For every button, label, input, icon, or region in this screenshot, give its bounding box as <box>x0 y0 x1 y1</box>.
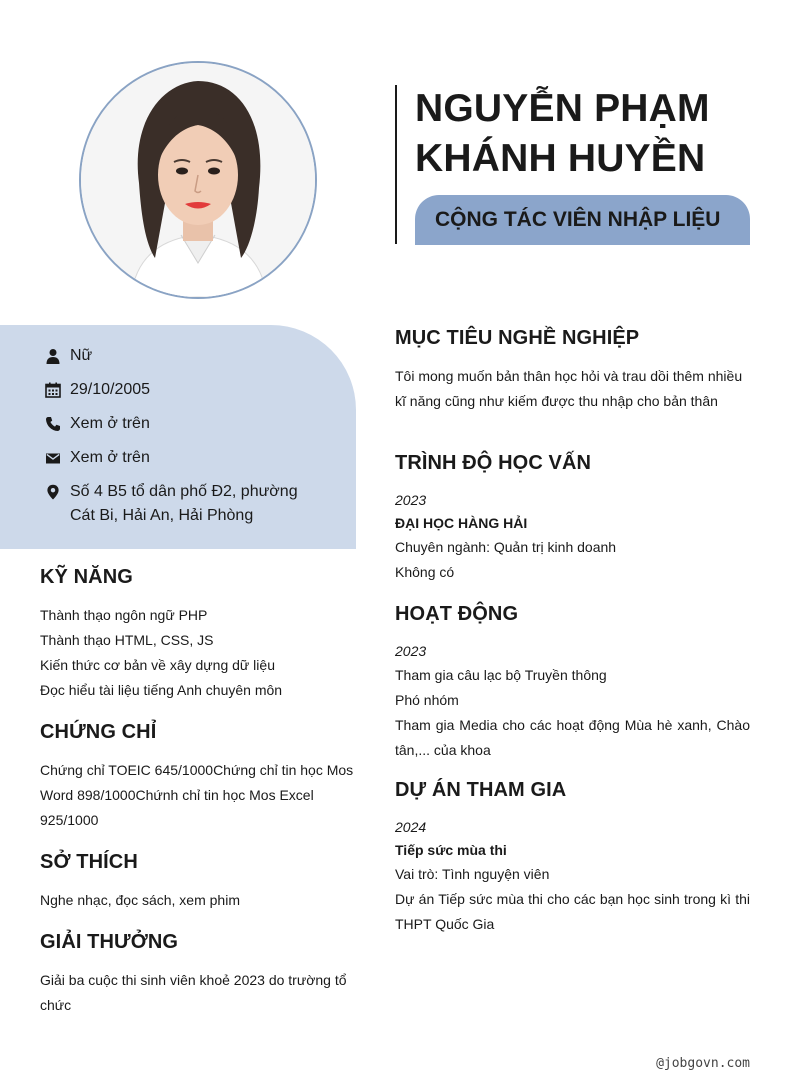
calendar-icon <box>44 378 61 402</box>
activities-line3: Tham gia Media cho các hoạt động Mùa hè xanh, Chào tân,... của khoa <box>395 717 750 758</box>
contact-phone <box>44 412 320 436</box>
skills-title: KỸ NĂNG <box>40 566 133 588</box>
portrait-image <box>81 63 315 297</box>
projects-desc: Dự án Tiếp sức mùa thi cho các bạn học sinh trong kì thi THPT Quốc Gia <box>395 891 750 932</box>
email-text: Xem ở trên <box>70 449 150 466</box>
activities-year: 2023 <box>395 643 427 659</box>
footer-brand: @jobgovn.com <box>656 1056 750 1071</box>
contact-email <box>44 446 320 470</box>
skill-item: Kiến thức cơ bản về xây dựng dữ liệu <box>40 657 275 673</box>
education-note: Không có <box>395 564 455 580</box>
birthday-text: 29/10/2005 <box>70 381 151 398</box>
objective-line: Tôi mong muốn bản thân học hỏi và trau dồi thêm nhiều <box>395 368 743 384</box>
skill-item: Đọc hiểu tài liệu tiếng Anh chuyên môn <box>40 682 283 698</box>
job-title-badge <box>415 195 750 245</box>
person-icon <box>44 344 61 368</box>
location-icon <box>44 480 61 504</box>
header-divider <box>395 85 397 244</box>
education-major: Chuyên ngành: Quản trị kinh doanh <box>395 539 617 555</box>
projects-year: 2024 <box>395 819 427 835</box>
gender-text: Nữ <box>70 347 93 364</box>
skill-item: Thành thạo HTML, CSS, JS <box>40 632 214 648</box>
certificates-line: 925/1000 <box>40 812 99 828</box>
certificates-line: Word 898/1000Chứnh chỉ tin học Mos Excel <box>40 787 314 803</box>
activities-entry <box>395 640 750 763</box>
projects-role: Vai trò: Tình nguyện viên <box>395 866 550 882</box>
awards-line: chức <box>40 997 72 1013</box>
activities-line2: Phó nhóm <box>395 692 459 708</box>
avatar <box>79 61 317 299</box>
objective-text <box>395 364 755 414</box>
education-title: TRÌNH ĐỘ HỌC VẤN <box>395 452 592 474</box>
name-line-1: NGUYỄN PHẠM <box>415 87 710 130</box>
objective-line: kĩ năng cũng như kiếm được thu nhập cho bản thân <box>395 393 718 409</box>
objective-title: MỤC TIÊU NGHỀ NGHIỆP <box>395 327 640 349</box>
address-text: Số 4 B5 tổ dân phố Đ2, phường Cát Bi, Hải An, Hải Phòng <box>70 483 298 524</box>
projects-name: Tiếp sức mùa thi <box>395 842 507 858</box>
awards-text <box>40 968 360 1018</box>
phone-icon <box>44 412 61 436</box>
name-line-2: KHÁNH HUYỀN <box>415 137 706 180</box>
skills-list <box>40 603 360 703</box>
job-title-text: CỘNG TÁC VIÊN NHẬP LIỆU <box>435 208 721 231</box>
activities-line1: Tham gia câu lạc bộ Truyền thông <box>395 667 607 683</box>
certificates-line: Chứng chỉ TOEIC 645/1000Chứng chỉ tin học Mos <box>40 762 354 778</box>
certificates-title: CHỨNG CHỈ <box>40 721 157 743</box>
contact-birthday <box>44 378 320 402</box>
contact-gender <box>44 344 320 368</box>
mail-icon <box>44 446 61 470</box>
awards-title: GIẢI THƯỞNG <box>40 931 179 953</box>
education-entry <box>395 489 750 585</box>
awards-line: Giải ba cuộc thi sinh viên khoẻ 2023 do trường tổ <box>40 972 347 988</box>
candidate-name <box>415 84 775 184</box>
education-year: 2023 <box>395 492 427 508</box>
certificates-text <box>40 758 360 833</box>
skill-item: Thành thạo ngôn ngữ PHP <box>40 607 208 623</box>
education-school: ĐẠI HỌC HÀNG HẢI <box>395 515 528 531</box>
hobbies-text: Nghe nhạc, đọc sách, xem phim <box>40 892 240 908</box>
phone-text: Xem ở trên <box>70 415 150 432</box>
projects-title: DỰ ÁN THAM GIA <box>395 779 567 801</box>
contact-address <box>44 480 320 528</box>
projects-entry <box>395 816 750 937</box>
activities-title: HOẠT ĐỘNG <box>395 603 519 625</box>
hobbies-title: SỞ THÍCH <box>40 851 138 873</box>
